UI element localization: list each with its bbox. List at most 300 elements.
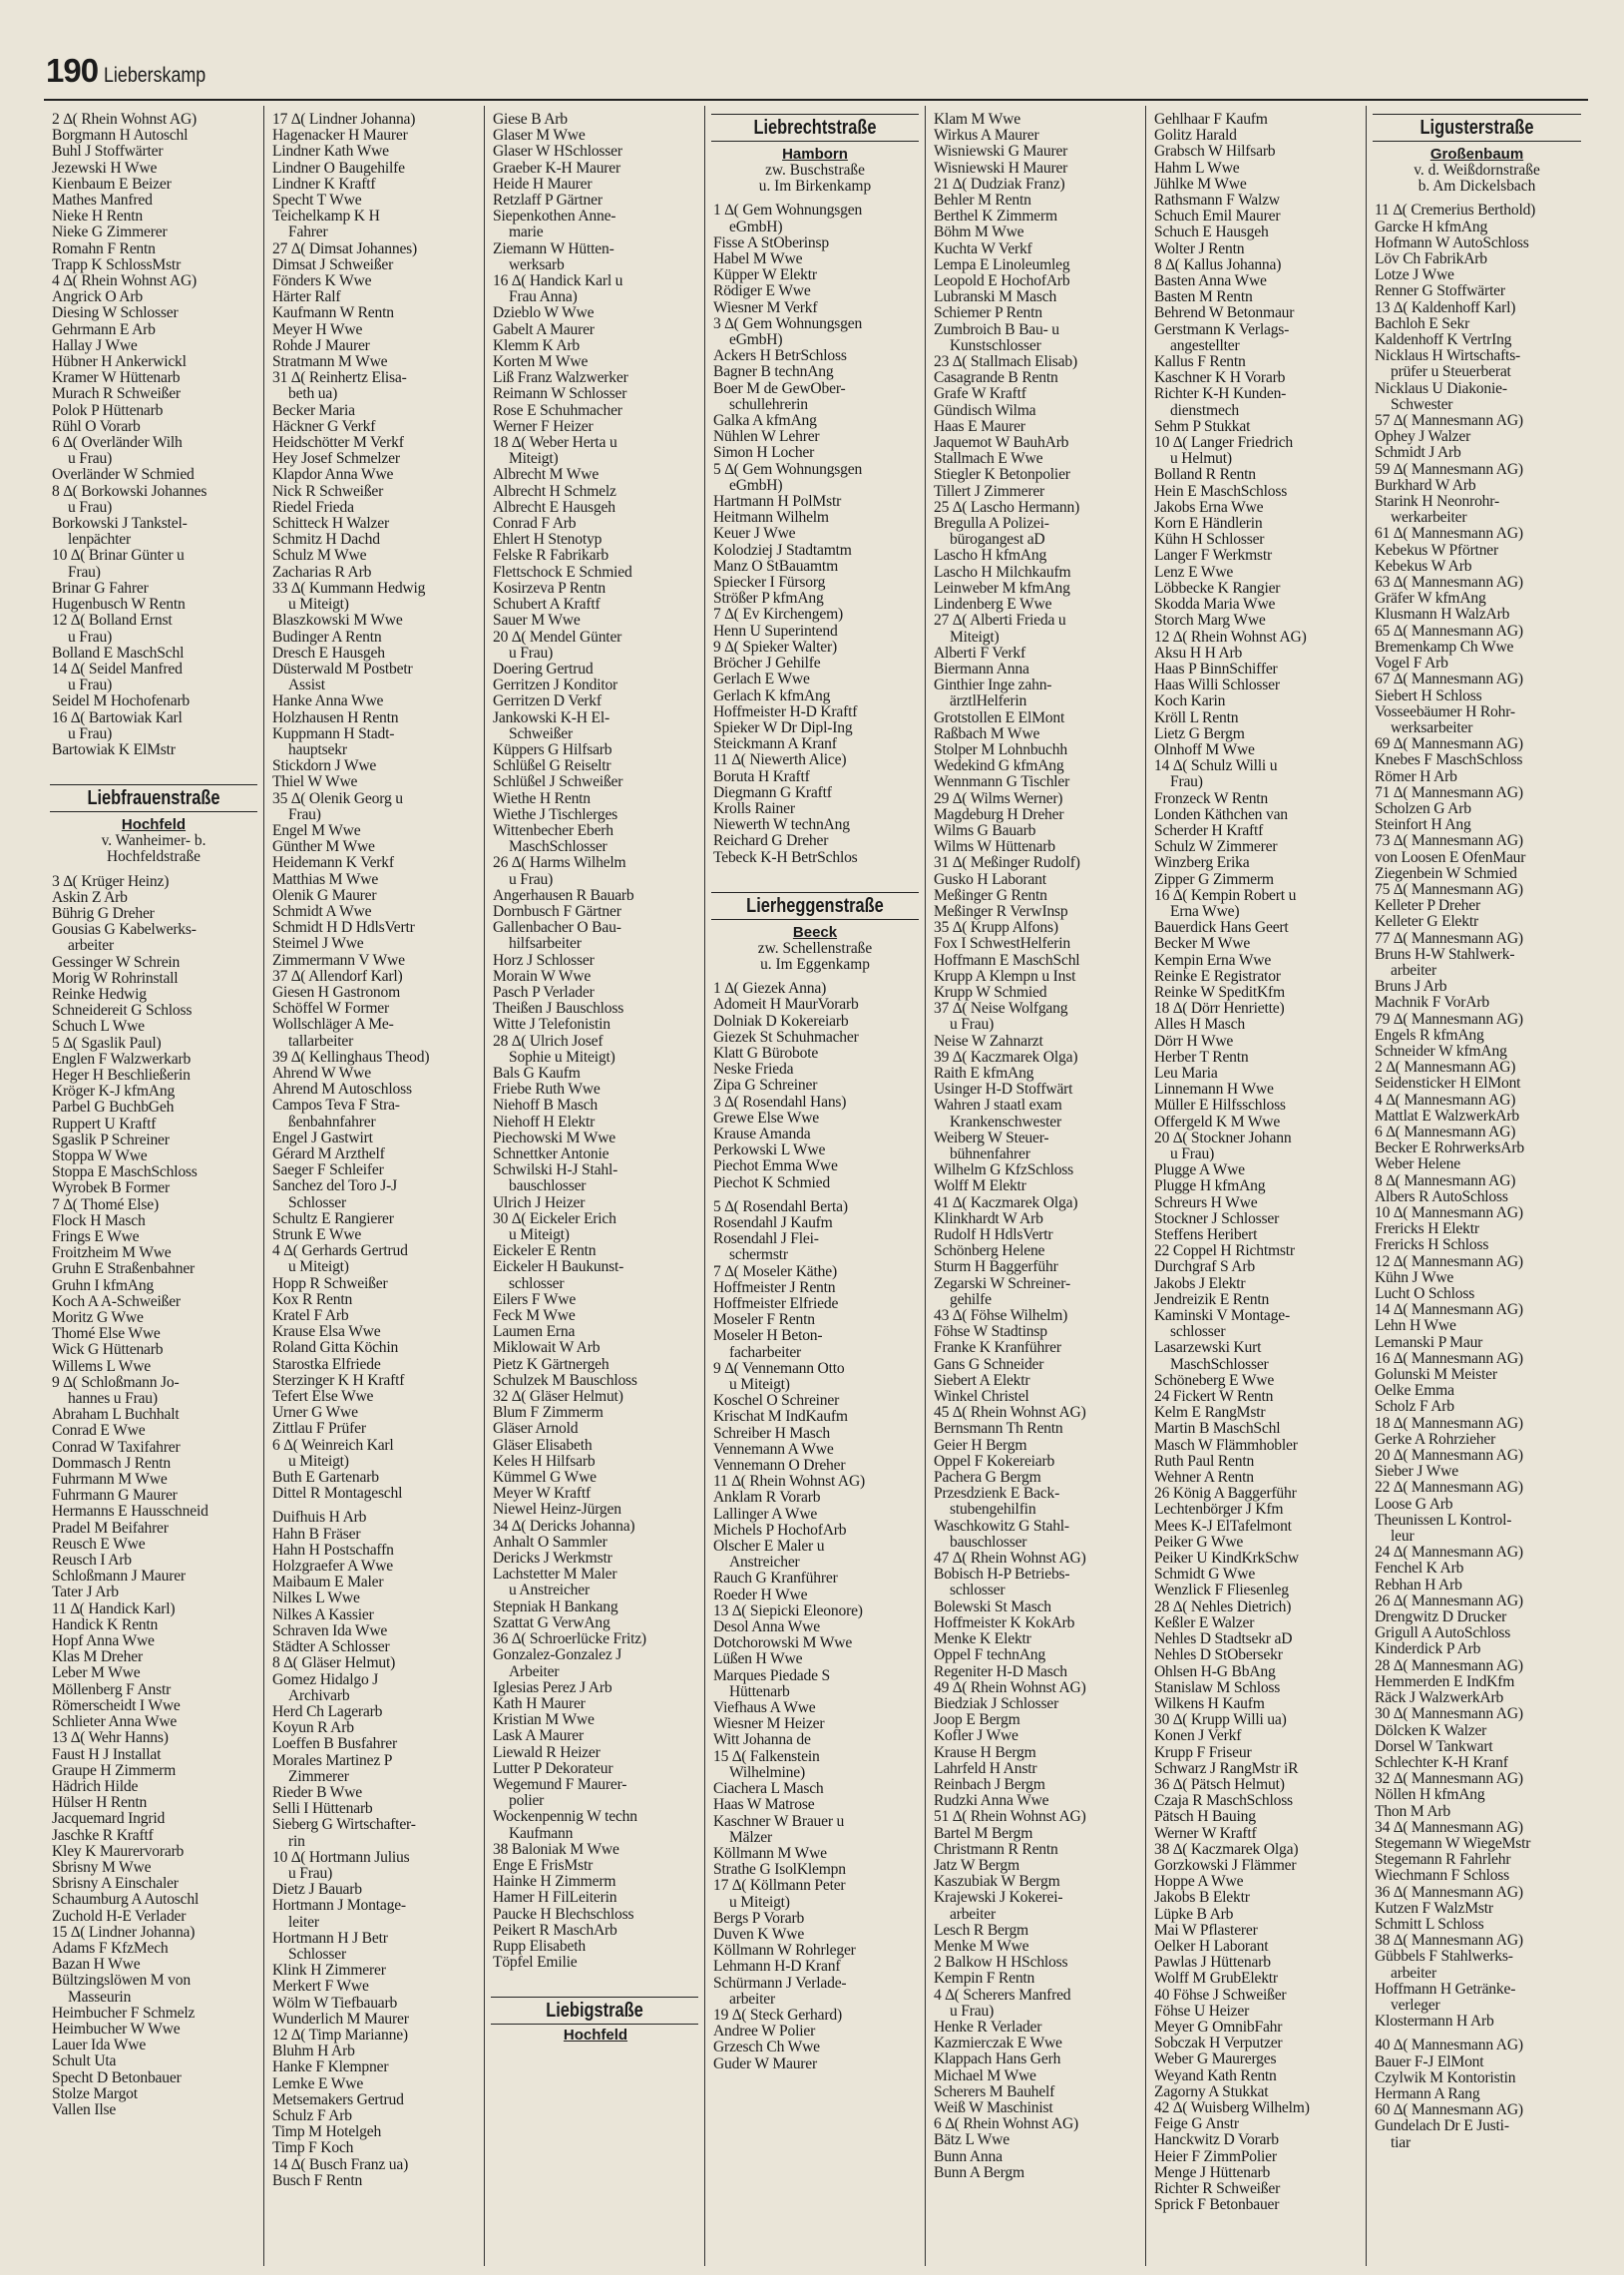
resident-entry: Basten M Rentn: [1154, 289, 1253, 306]
resident-entry: Zimmermann V Wwe: [272, 952, 405, 969]
resident-entry: Föhse U Heizer: [1154, 2003, 1250, 2020]
resident-entry: Meßinger G Rentn: [934, 887, 1047, 904]
house-owner-entry: 18 ∆( Weber Herta u: [493, 435, 617, 452]
resident-entry: Wilms W Hüttenarb: [934, 839, 1055, 856]
resident-entry: Schaumburg A Autoschl: [52, 1892, 200, 1909]
house-owner-entry: 10 ∆( Brinar Günter u: [52, 548, 185, 565]
resident-entry: Bätz L Wwe: [934, 2132, 1010, 2149]
house-owner-entry: 18 ∆( Dörr Henriette): [1154, 1001, 1285, 1018]
house-owner-entry: 40 ∆( Mannesmann AG): [1375, 2038, 1523, 2054]
resident-entry: Stegemann W WiegeMstr: [1375, 1835, 1531, 1852]
resident-entry: Urner G Wwe: [272, 1405, 358, 1422]
house-owner-entry: 6 ∆( Rhein Wohnst AG): [934, 2116, 1079, 2133]
resident-entry: Haas E Maurer: [934, 418, 1025, 435]
resident-entry: Offergeld K M Wwe: [1154, 1114, 1281, 1131]
resident-entry: Ehlert H Stenotyp: [493, 532, 603, 549]
resident-entry: beth ua): [288, 386, 338, 403]
street-heading-block: [705, 892, 925, 973]
resident-entry: Hoffmeister J Rentn: [713, 1279, 836, 1296]
resident-entry: Moseler F Rentn: [713, 1312, 815, 1329]
resident-entry: Klappach Hans Gerh: [934, 2051, 1061, 2068]
resident-entry: Froitzheim M Wwe: [52, 1245, 172, 1262]
house-owner-entry: 30 ∆( Krupp Willi ua): [1154, 1712, 1287, 1729]
resident-entry: Wilms G Bauarb: [934, 822, 1036, 839]
resident-entry: Nehles D StObersekr: [1154, 1647, 1283, 1664]
resident-entry: Buth E Gartenarb: [272, 1470, 379, 1487]
resident-entry: Mai W Pflasterer: [1154, 1922, 1258, 1939]
resident-entry: Vogel F Arb: [1375, 656, 1448, 673]
resident-entry: Dimsat J Schweißer: [272, 256, 394, 273]
resident-entry: Hermann A Rang: [1375, 2085, 1480, 2102]
resident-entry: Lüpke B Arb: [1154, 1906, 1234, 1923]
resident-entry: Londen Käthchen van: [1154, 806, 1288, 823]
resident-entry: Holzgraefer A Wwe: [272, 1559, 394, 1576]
resident-entry: Schlosser: [288, 1194, 346, 1211]
resident-entry: Hülser H Rentn: [52, 1795, 148, 1812]
resident-entry: Krause Amanda: [713, 1126, 811, 1142]
resident-entry: Oelker H Laborant: [1154, 1938, 1269, 1955]
house-owner-entry: 25 ∆( Lascho Hermann): [934, 499, 1080, 516]
resident-entry: Conrad F Arb: [493, 516, 577, 533]
street-range: u. Im Birkenkamp: [758, 178, 872, 196]
resident-entry: Busch F Rentn: [272, 2172, 363, 2189]
street-title: Ligusterstraße: [1420, 117, 1534, 139]
street-title: Liebigstraße: [546, 2000, 643, 2023]
resident-entry: Krischat M IndKaufm: [713, 1409, 848, 1426]
resident-entry: Siepenkothen Anne-: [493, 209, 616, 226]
resident-entry: u Miteigt): [509, 1227, 570, 1244]
resident-entry: Grafe W Kraftf: [934, 386, 1026, 403]
resident-entry: Loeffen B Busfahrer: [272, 1736, 397, 1753]
resident-entry: Seidensticker H ElMont: [1375, 1076, 1521, 1093]
resident-entry: Dorsel W Tankwart: [1375, 1738, 1493, 1755]
resident-entry: Haas Willi Schlosser: [1154, 678, 1280, 694]
resident-entry: Budinger A Rentn: [272, 629, 382, 646]
resident-entry: Schürmann J Verlade-: [713, 1975, 847, 1992]
resident-entry: Gundelach Dr E Justi-: [1375, 2118, 1509, 2135]
resident-entry: Ahrend M Autoschloss: [272, 1082, 412, 1099]
resident-entry: Nieke H Rentn: [52, 209, 143, 226]
resident-entry: Kebekus W Pförtner: [1375, 542, 1499, 559]
resident-entry: Dresch E Hausgeh: [272, 645, 385, 662]
house-owner-entry: 7 ∆( Moseler Käthe): [713, 1263, 837, 1280]
resident-entry: Schulz M Wwe: [272, 548, 367, 565]
resident-entry: Dericks J Werkmstr: [493, 1551, 612, 1568]
resident-entry: Morales Martinez P: [272, 1752, 393, 1769]
resident-entry: Klatt G Bürobote: [713, 1045, 819, 1062]
resident-entry: Schnettker Antonie: [493, 1146, 609, 1162]
resident-entry: Magdeburg H Dreher: [934, 806, 1064, 823]
resident-entry: Kühn H Schlosser: [1154, 532, 1265, 549]
resident-entry: Frau): [68, 564, 101, 581]
resident-entry: Reusch E Wwe: [52, 1536, 146, 1553]
resident-entry: Starostka Elfriede: [272, 1356, 381, 1373]
resident-entry: dienstmech: [1170, 402, 1240, 419]
resident-entry: Hopp R Schweißer: [272, 1275, 388, 1292]
resident-entry: Hortmann H J Betr: [272, 1930, 388, 1947]
house-owner-entry: 12 ∆( Mannesmann AG): [1375, 1253, 1523, 1270]
resident-entry: Schlieter Anna Wwe: [52, 1714, 178, 1731]
resident-entry: Sieber J Wwe: [1375, 1464, 1458, 1481]
resident-entry: Lindner O Baugehilfe: [272, 160, 405, 177]
resident-entry: Glaser W HSchlosser: [493, 144, 622, 161]
resident-entry: Schmitt L Schloss: [1375, 1916, 1484, 1933]
resident-entry: Henke R Verlader: [934, 2019, 1042, 2036]
resident-entry: Tefert Else Wwe: [272, 1389, 374, 1406]
resident-entry: Kelleter P Dreher: [1375, 898, 1480, 915]
resident-entry: Specht T Wwe: [272, 193, 362, 210]
resident-entry: stubengehilfin: [950, 1502, 1036, 1519]
resident-entry: Adams F KfzMech: [52, 1940, 169, 1957]
resident-entry: Menke M Wwe: [934, 1938, 1029, 1955]
resident-entry: Lutter P Dekorateur: [493, 1760, 613, 1777]
resident-entry: Lehmann H-D Kranf: [713, 1959, 841, 1976]
resident-entry: Retzlaff P Gärtner: [493, 193, 603, 210]
resident-entry: arbeiter: [1391, 962, 1437, 979]
resident-entry: Stolper M Lohnbuchh: [934, 741, 1067, 758]
resident-entry: Dietz J Bauarb: [272, 1882, 362, 1899]
resident-entry: Lindner Kath Wwe: [272, 144, 389, 161]
resident-entry: Witt Johanna de: [713, 1732, 811, 1749]
resident-entry: Scholzen G Arb: [1375, 800, 1471, 817]
resident-entry: Boer M de GewOber-: [713, 380, 846, 397]
resident-entry: Krupp W Schmied: [934, 984, 1047, 1001]
resident-entry: Borkowski J Tankstel-: [52, 516, 188, 533]
resident-entry: Starink H Neonrohr-: [1375, 494, 1499, 511]
house-owner-entry: 32 ∆( Gläser Helmut): [493, 1389, 623, 1406]
resident-entry: Reimann W Schlosser: [493, 386, 627, 403]
resident-entry: Kath H Maurer: [493, 1695, 586, 1712]
resident-entry: Niewel Heinz-Jürgen: [493, 1502, 621, 1519]
resident-entry: Holzhausen H Rentn: [272, 709, 399, 726]
directory-column-1: [44, 106, 264, 2266]
resident-entry: Maibaum E Maler: [272, 1575, 384, 1592]
resident-entry: Masseurin: [68, 1989, 132, 2006]
resident-entry: Römer H Arb: [1375, 768, 1457, 785]
resident-entry: Wunderlich M Maurer: [272, 2011, 409, 2028]
resident-entry: Stickdorn J Wwe: [272, 758, 377, 775]
resident-entry: Menke K Elektr: [934, 1631, 1031, 1648]
resident-entry: Biermann Anna: [934, 661, 1029, 678]
house-owner-entry: 9 ∆( Schloßmann Jo-: [52, 1374, 180, 1391]
resident-entry: Lasarzewski Kurt: [1154, 1340, 1262, 1357]
resident-entry: Gonzalez-Gonzalez J: [493, 1647, 622, 1664]
resident-entry: Buhl J Stoffwärter: [52, 144, 164, 161]
resident-entry: Rudolf H HdlsVertr: [934, 1227, 1053, 1244]
resident-entry: Pradel M Beifahrer: [52, 1520, 169, 1537]
resident-entry: Lask A Maurer: [493, 1728, 584, 1745]
resident-entry: Frau Anna): [509, 289, 578, 306]
house-owner-entry: 37 ∆( Neise Wolfgang: [934, 1001, 1068, 1018]
resident-entry: Wedekind G kfmAng: [934, 758, 1064, 775]
resident-entry: Kebekus W Arb: [1375, 558, 1472, 575]
resident-entry: Härter Ralf: [272, 289, 341, 306]
resident-entry: Thiel W Wwe: [272, 774, 358, 791]
resident-entry: Liß Franz Walzwerker: [493, 370, 628, 387]
resident-entry: Duven K Wwe: [713, 1926, 805, 1943]
house-owner-entry: 12 ∆( Timp Marianne): [272, 2027, 408, 2044]
resident-entry: Albrecht H Schmelz: [493, 483, 616, 500]
resident-entry: marie: [509, 225, 544, 241]
resident-entry: Fuhrmann G Maurer: [52, 1488, 178, 1505]
resident-entry: Frericks H Elektr: [1375, 1221, 1479, 1238]
resident-entry: Ruth Paul Rentn: [1154, 1453, 1255, 1470]
resident-entry: Weiß W Maschinist: [934, 2099, 1053, 2116]
resident-entry: Casagrande B Rentn: [934, 370, 1058, 387]
street-range: Hochfeldstraße: [106, 848, 201, 866]
resident-entry: Wennmann G Tischler: [934, 774, 1070, 791]
resident-entry: Stallmach E Wwe: [934, 451, 1043, 468]
resident-entry: Schneider W kfmAng: [1375, 1043, 1507, 1060]
spacer: [1375, 2030, 1581, 2038]
resident-entry: Hemmerden E IndKfm: [1375, 1673, 1515, 1690]
resident-entry: Heger H Beschließerin: [52, 1067, 191, 1084]
resident-entry: Krupp A Klempn u Inst: [934, 968, 1076, 985]
resident-entry: Kosirzeva P Rentn: [493, 580, 606, 597]
resident-entry: Siebert A Elektr: [934, 1372, 1030, 1389]
resident-entry: eGmbH): [729, 332, 783, 349]
house-owner-entry: 35 ∆( Krupp Alfons): [934, 920, 1058, 937]
resident-entry: Korten M Wwe: [493, 354, 589, 371]
house-owner-entry: 35 ∆( Olenik Georg u: [272, 790, 403, 807]
resident-entry: Bachloh E Sekr: [1375, 315, 1470, 332]
resident-entry: Reinke E Registrator: [1154, 968, 1281, 985]
resident-entry: Hugenbusch W Rentn: [52, 597, 186, 614]
house-owner-entry: 23 ∆( Stallmach Elisab): [934, 354, 1077, 371]
resident-entry: u Frau): [68, 629, 113, 646]
resident-entry: Pasch P Verlader: [493, 984, 595, 1001]
resident-entry: Fenchel K Arb: [1375, 1561, 1464, 1578]
resident-entry: Schulz F Arb: [272, 2107, 352, 2124]
resident-entry: Wiethe H Rentn: [493, 790, 591, 807]
house-owner-entry: 10 ∆( Mannesmann AG): [1375, 1205, 1523, 1221]
resident-entry: Löv Ch FabrikArb: [1375, 251, 1487, 268]
directory-column-4: [705, 106, 926, 2266]
resident-entry: Wilkens H Kaufm: [1154, 1695, 1265, 1712]
resident-entry: Oelke Emma: [1375, 1383, 1454, 1400]
resident-entry: Bültzingslöwen M von: [52, 1973, 191, 1990]
house-owner-entry: 6 ∆( Weinreich Karl: [272, 1437, 394, 1454]
resident-entry: Dörr H Wwe: [1154, 1033, 1234, 1050]
resident-entry: u Miteigt): [288, 597, 349, 614]
resident-entry: Gallenbacher O Bau-: [493, 920, 621, 937]
resident-entry: Haas P BinnSchiffer: [1154, 661, 1278, 678]
street-rule: [491, 2024, 698, 2025]
resident-entry: Zimmerer: [288, 1768, 349, 1785]
resident-entry: Alberti F Verkf: [934, 645, 1025, 662]
resident-entry: Löbbecke K Rangier: [1154, 580, 1281, 597]
house-owner-entry: 1 ∆( Giezek Anna): [713, 981, 827, 998]
resident-entry: Schwilski H-J Stahl-: [493, 1162, 618, 1179]
resident-entry: Heier F ZimmPolier: [1154, 2148, 1277, 2165]
resident-entry: Schuch L Wwe: [52, 1019, 145, 1036]
resident-entry: Roland Gitta Köchin: [272, 1340, 399, 1357]
resident-entry: Spiecker I Fürsorg: [713, 575, 826, 592]
resident-entry: Heidemann K Verkf: [272, 855, 394, 872]
resident-entry: Hanke Anna Wwe: [272, 693, 384, 710]
resident-entry: Askin Z Arb: [52, 889, 128, 906]
resident-entry: Zegarski W Schreiner-: [934, 1275, 1070, 1292]
street-range: u. Im Eggenkamp: [760, 955, 870, 973]
resident-entry: Piechot K Schmied: [713, 1174, 831, 1191]
resident-entry: Enge E FrisMstr: [493, 1857, 594, 1874]
resident-entry: Kröll L Rentn: [1154, 709, 1239, 726]
resident-entry: Blum F Zimmerm: [493, 1405, 604, 1422]
resident-entry: Miklowait W Arb: [493, 1340, 601, 1357]
resident-entry: Weyand Kath Rentn: [1154, 2067, 1277, 2084]
resident-entry: Kazmierczak E Wwe: [934, 2036, 1062, 2052]
resident-entry: Gläser Arnold: [493, 1421, 579, 1438]
resident-entry: Strößer P kfmAng: [713, 591, 824, 608]
house-owner-entry: 14 ∆( Schulz Willi u: [1154, 758, 1278, 775]
house-owner-entry: 27 ∆( Dimsat Johannes): [272, 240, 418, 257]
resident-entry: Gérard M Arzthelf: [272, 1146, 385, 1162]
resident-entry: Bluhm H Arb: [272, 2044, 355, 2060]
resident-entry: Keuer J Wwe: [713, 526, 796, 543]
resident-entry: Friebe Ruth Wwe: [493, 1082, 601, 1099]
resident-entry: Werner W Kraftf: [1154, 1825, 1257, 1842]
resident-entry: Jakobs J Elektr: [1154, 1275, 1246, 1292]
resident-entry: Murach R Schweißer: [52, 386, 181, 403]
resident-entry: Schult Uta: [52, 2053, 117, 2070]
resident-entry: Hahn B Fräser: [272, 1526, 361, 1543]
resident-entry: Jezewski H Wwe: [52, 160, 158, 177]
resident-entry: Archivarb: [288, 1687, 350, 1704]
resident-entry: Schlosser: [288, 1946, 346, 1963]
resident-entry: Lechtenbörger J Kfm: [1154, 1502, 1284, 1519]
resident-entry: Hüttenarb: [729, 1683, 790, 1700]
house-owner-entry: 34 ∆( Dericks Johanna): [493, 1518, 635, 1535]
resident-entry: Moseler H Beton-: [713, 1328, 823, 1345]
resident-entry: Angerhausen R Bauarb: [493, 887, 634, 904]
resident-entry: Reichard G Dreher: [713, 833, 829, 850]
resident-entry: Garcke H kfmAng: [1375, 219, 1488, 235]
resident-entry: Kuchta W Verkf: [934, 240, 1032, 257]
resident-entry: Dzieblo W Wwe: [493, 305, 595, 322]
house-owner-entry: 12 ∆( Bolland Ernst: [52, 613, 173, 630]
resident-entry: Thomé Else Wwe: [52, 1326, 161, 1343]
resident-entry: Nehles D Stadtsekr aD: [1154, 1631, 1293, 1648]
resident-entry: Nilkes A Kassier: [272, 1606, 374, 1623]
resident-entry: tallarbeiter: [288, 1033, 354, 1050]
resident-entry: Riedel Frieda: [272, 499, 354, 516]
house-owner-entry: 20 ∆( Stockner Johann: [1154, 1130, 1292, 1146]
directory-column-7: [1367, 106, 1587, 2266]
running-head-street: Lieberskamp: [104, 64, 206, 87]
resident-entry: Hortmann J Montage-: [272, 1898, 406, 1915]
resident-entry: Klapdor Anna Wwe: [272, 467, 394, 484]
resident-entry: von Loosen E OfenMaur: [1375, 849, 1526, 866]
resident-entry: Engel J Gastwirt: [272, 1130, 373, 1146]
resident-entry: Albrecht M Wwe: [493, 467, 600, 484]
page-header: [46, 52, 223, 96]
resident-entry: Wiesner M Heizer: [713, 1716, 825, 1733]
resident-entry: Günther M Wwe: [272, 839, 375, 856]
house-owner-entry: 38 ∆( Mannesmann AG): [1375, 1933, 1523, 1950]
resident-entry: Gübbels F Stahlwerks-: [1375, 1949, 1513, 1966]
resident-entry: Pietz K Gärtnergeh: [493, 1356, 609, 1373]
resident-entry: Stiegler K Betonpolier: [934, 467, 1070, 484]
resident-entry: Wisniewski H Maurer: [934, 160, 1068, 177]
resident-entry: Wolff M Elektr: [934, 1178, 1026, 1195]
resident-entry: Felske R Fabrikarb: [493, 548, 609, 565]
resident-entry: leur: [1391, 1529, 1415, 1546]
resident-entry: MaschSchlosser: [1170, 1356, 1269, 1373]
resident-entry: Kienbaum E Beizer: [52, 176, 172, 193]
resident-entry: Anklam R Vorarb: [713, 1490, 821, 1507]
resident-entry: hauptsekr: [288, 741, 347, 758]
resident-entry: Oppel F technAng: [934, 1647, 1046, 1664]
house-owner-entry: 28 ∆( Nehles Dietrich): [1154, 1598, 1292, 1615]
resident-entry: Gerstmann K Verlags-: [1154, 321, 1290, 338]
resident-entry: Strathe G IsolKlempn: [713, 1862, 846, 1879]
resident-entry: Szattat G VerwAng: [493, 1614, 610, 1631]
resident-entry: Stepniak H Bankang: [493, 1598, 618, 1615]
house-owner-entry: 5 ∆( Rosendahl Berta): [713, 1198, 848, 1215]
resident-entry: Morig W Rohrinstall: [52, 970, 179, 987]
resident-entry: Frings E Wwe: [52, 1229, 140, 1245]
resident-entry: Küppers G Hilfsarb: [493, 741, 612, 758]
resident-entry: Schiemer P Rentn: [934, 305, 1042, 322]
street-heading-block: [44, 784, 263, 865]
resident-entry: u Miteigt): [729, 1377, 790, 1394]
house-owner-entry: 71 ∆( Mannesmann AG): [1375, 784, 1523, 801]
house-owner-entry: 7 ∆( Ev Kirchengem): [713, 607, 844, 624]
house-owner-entry: 8 ∆( Gläser Helmut): [272, 1655, 396, 1672]
resident-entry: Gerritzen J Konditor: [493, 678, 618, 694]
resident-entry: Ruppert U Kraftf: [52, 1116, 157, 1133]
resident-entry: Becker M Wwe: [1154, 936, 1251, 953]
resident-entry: Mathes Manfred: [52, 193, 153, 210]
resident-entry: Sauer M Wwe: [493, 613, 581, 630]
resident-entry: Theißen J Bauschloss: [493, 1001, 624, 1018]
resident-entry: Ginthier Inge zahn-: [934, 678, 1052, 694]
street-range: v. Wanheimer- b.: [101, 832, 206, 850]
house-owner-entry: 16 ∆( Kempin Robert u: [1154, 887, 1297, 904]
resident-entry: Reinke Hedwig: [52, 986, 147, 1003]
resident-entry: Hopf Anna Wwe: [52, 1633, 155, 1650]
resident-entry: Schmidt H D HdlsVertr: [272, 920, 415, 937]
resident-entry: Rosendahl J Kaufm: [713, 1214, 833, 1231]
resident-entry: Meyer H Wwe: [272, 321, 363, 338]
resident-entry: Hamer H FilLeiterin: [493, 1890, 617, 1907]
house-owner-entry: 65 ∆( Mannesmann AG): [1375, 623, 1523, 640]
resident-entry: Vosseebäumer H Rohr-: [1375, 703, 1515, 720]
house-owner-entry: 9 ∆( Vennemann Otto: [713, 1360, 845, 1377]
resident-entry: Hübner H Ankerwickl: [52, 354, 187, 371]
house-owner-entry: 9 ∆( Spieker Walter): [713, 639, 837, 656]
resident-entry: Sehm P Stukkat: [1154, 418, 1251, 435]
resident-entry: Bunn Anna: [934, 2148, 1003, 2165]
resident-entry: Schulz W Zimmerer: [1154, 839, 1278, 856]
resident-entry: Saeger F Schleifer: [272, 1162, 384, 1179]
resident-entry: Jaschke R Kraftf: [52, 1827, 154, 1844]
resident-entry: Piechot Emma Wwe: [713, 1158, 838, 1175]
house-owner-entry: 27 ∆( Alberti Frieda u: [934, 613, 1066, 630]
resident-entry: Kempin F Rentn: [934, 1971, 1035, 1988]
house-owner-entry: 24 ∆( Mannesmann AG): [1375, 1545, 1523, 1562]
resident-entry: Weber Helene: [1375, 1156, 1460, 1173]
resident-entry: Christmann R Rentn: [934, 1841, 1058, 1858]
house-owner-entry: 75 ∆( Mannesmann AG): [1375, 881, 1523, 898]
resident-entry: Schreurs H Wwe: [1154, 1194, 1258, 1211]
resident-entry: Klostermann H Arb: [1375, 2014, 1494, 2031]
resident-entry: Schmidt J Arb: [1375, 445, 1461, 462]
resident-entry: Köllmann W Rohrleger: [713, 1943, 856, 1960]
resident-entry: Rödiger E Wwe: [713, 283, 811, 300]
resident-entry: u Frau): [509, 871, 554, 888]
resident-entry: Doering Gertrud: [493, 661, 594, 678]
